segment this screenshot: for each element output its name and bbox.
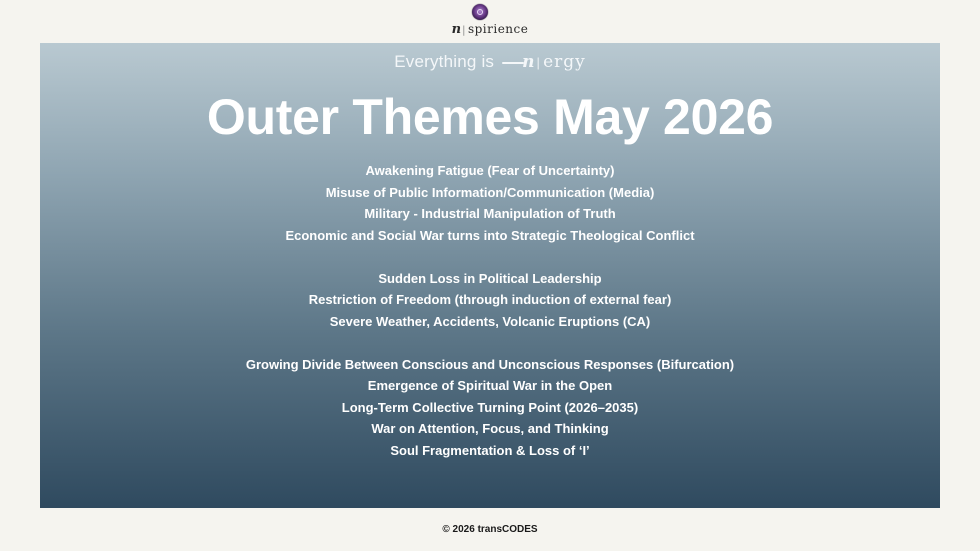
tagline-separator: | (536, 55, 541, 70)
tagline-text: Everything is (394, 52, 495, 71)
brand-word: spirience (467, 22, 529, 36)
theme-item: Emergence of Spiritual War in the Open (367, 378, 613, 393)
tagline-word: ergy (543, 52, 586, 72)
themes-list (40, 160, 940, 461)
theme-item: Sudden Loss in Political Leadership (378, 270, 602, 286)
slide-title: Outer Themes May 2026 (206, 89, 774, 145)
brand-logo[interactable] (0, 22, 980, 37)
slide-panel (40, 43, 940, 508)
theme-item: Military - Industrial Manipulation of Truth (364, 206, 616, 221)
mandala-emblem-icon[interactable] (472, 4, 488, 20)
swash-decoration (502, 62, 524, 64)
theme-item: War on Attention, Focus, and Thinking (371, 421, 609, 436)
copyright-footer: © 2026 transCODES (442, 524, 538, 535)
theme-item: Awakening Fatigue (Fear of Uncertainty) (365, 163, 615, 178)
tagline (40, 52, 940, 72)
theme-item: Growing Divide Between Conscious and Unconscious Responses (Bifurcation) (245, 356, 735, 372)
site-header (0, 2, 980, 42)
theme-item: Restriction of Freedom (through induction of external fear) (308, 292, 672, 307)
tagline-mark: n (502, 52, 533, 72)
theme-item: Severe Weather, Accidents, Volcanic Eruptions (CA) (329, 313, 651, 329)
theme-item: Soul Fragmentation & Loss of ‘I’ (390, 442, 590, 458)
theme-item: Economic and Social War turns into Strategic Theological Conflict (285, 227, 695, 243)
brand-mark: n (451, 22, 461, 37)
theme-item: Long-Term Collective Turning Point (2026–2035) (341, 399, 639, 415)
theme-item: Misuse of Public Information/Communication (Media) (325, 184, 655, 200)
brand-separator: | (462, 25, 466, 36)
